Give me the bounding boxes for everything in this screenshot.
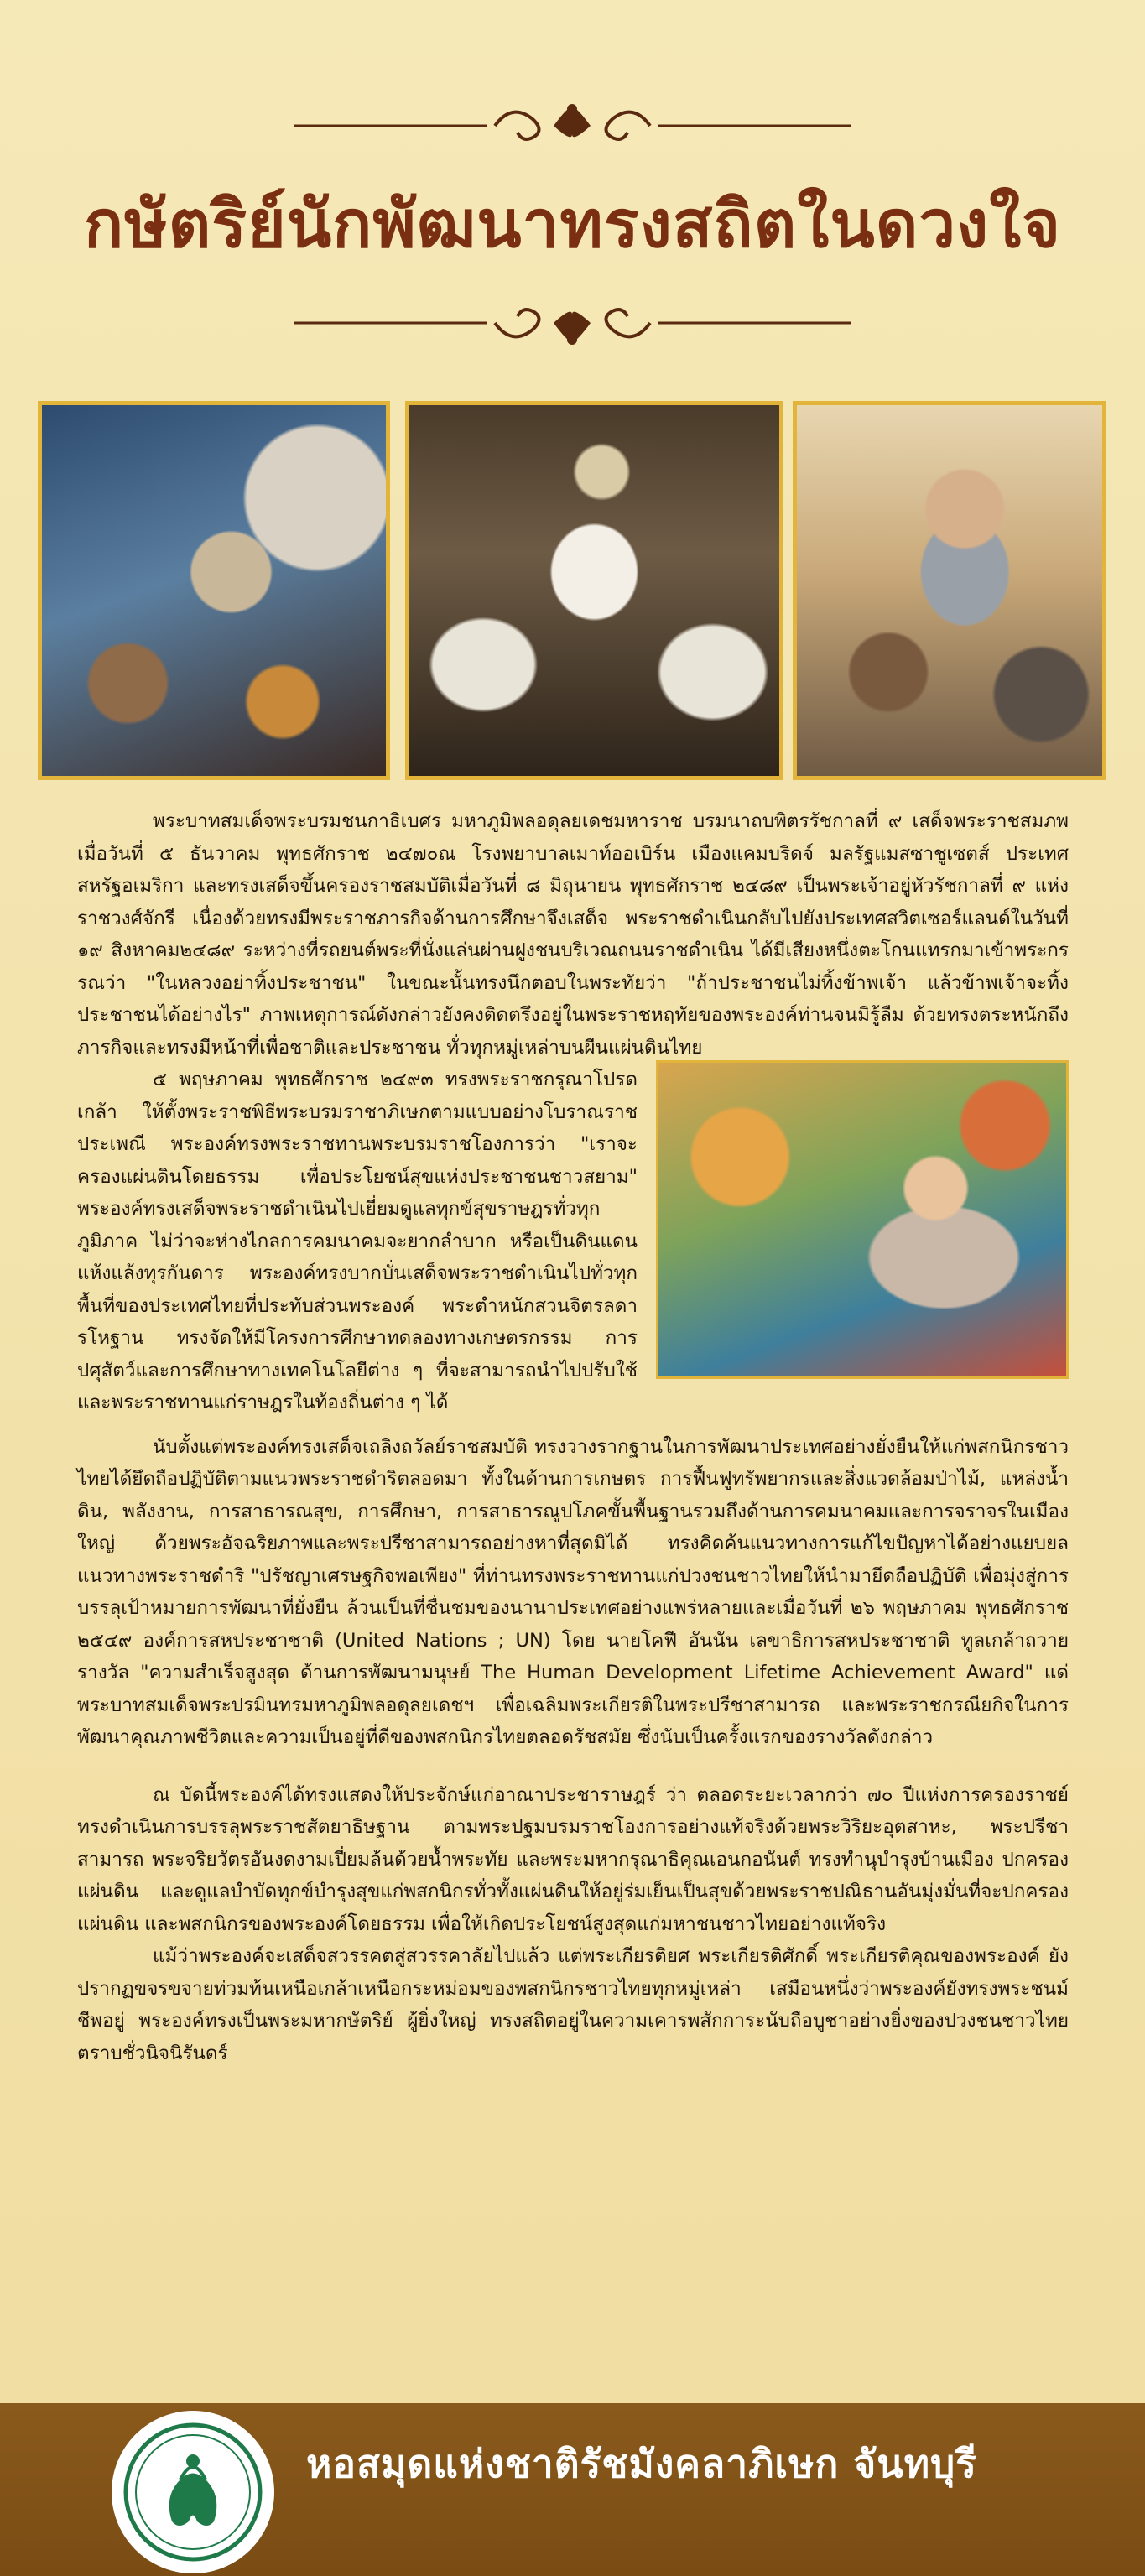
paragraph-2: ๕ พฤษภาคม พุทธศักราช ๒๔๙๓ ทรงพระราชกรุณาโปรดเกล้า ให้ตั้งพระราชพิธีพระบรมราชาภิเษกตามแบบอย่างโบราณราชประเพณี พระองค์ทรงพระราชทานพระบรมราชโองการว่า "เราจะครองแผ่นดินโดยธรรม เพื่อประโยชน์สุขแห่งประชาชนชาวสยาม" พระองค์ทรงเสด็จพระราชดำเนินไปเยี่ยมดูแลทุกข์สุขราษฎรทั่วทุกภูมิภาค ไม่ว่าจะห่างไกลการคมนาคมจะยากลำบาก หรือเป็นดินแดนแห้งแล้งทุรกันดาร พระองค์ทรงบากบั่นเสด็จพระราชดำเนินไปทั่วทุกพื้นที่ของประเทศไทยที่ประทับส่วนพระองค์ พระตำหนักสวนจิตรลดารโหฐาน ทรงจัดให้มีโครงการศึกษาทดลองทางเกษตรกรรม การปศุสัตว์และการศึกษาทางเทคโนโลยีต่าง ๆ ที่จะสามารถนำไปปรับใช้ และพระราชทานแก่ราษฎรในท้องถิ่นต่าง ๆ ได้ [77,1069,638,1413]
paragraph-4: ณ บัดนี้พระองค์ได้ทรงแสดงให้ประจักษ์แก่อาณาประชาราษฎร์ ว่า ตลอดระยะเวลากว่า ๗๐ ปีแห่งการครองราชย์ ทรงดำเนินการบรรลุพระราชสัตยาธิษฐาน ตามพระปฐมบรมราชโองการอย่างแท้จริงด้วยพระวิริยะอุตสาหะ, พระปรีชาสามารถ พระจริยวัตรอันงดงามเปี่ยมล้นด้วยน้ำพระทัย และพระมหากรุณาธิคุณเอนกอนันต์ ทรงทำนุบำรุงบ้านเมือง ปกครองแผ่นดิน และดูแลบำบัดทุกข์บำรุงสุขแก่พสกนิกรทั่วทั้งแผ่นดินให้อยู่ร่มเย็นเป็นสุขด้วยพระราชปณิธานอันมุ่งมั่นที่จะปกครองแผ่นดิน และพสกนิกรของพระองค์โดยธรรม เพื่อให้เกิดประโยชน์สูงสุดแก่มหาชนชาวไทยอย่างแท้จริง [77,1783,1069,1935]
library-name: หอสมุดแห่งชาติรัชมังคลาภิเษก จันทบุรี [306,2440,977,2486]
ganesha-emblem-icon [122,2421,264,2563]
coronation-ceremony-photo [405,401,783,780]
bottom-ornament [0,298,1145,348]
king-portrait-collage [38,401,390,780]
paragraph-1: พระบาทสมเด็จพระบรมชนกาธิเบศร มหาภูมิพลอดุลยเดชมหาราช บรมนาถบพิตรรัชกาลที่ ๙ เสด็จพระราชสมภพ เมื่อวันที่ ๕ ธันวาคม พุทธศักราช ๒๔๗๐ณ โรงพยาบาลเมาท์ออเบิร์น เมืองแคมบริดจ์ มลรัฐแมสซาชูเซตส์ ประเทศสหรัฐอเมริกา และทรงเสด็จขึ้นครองราชสมบัติเมื่อวันที่ ๘ มิถุนายน พุทธศักราช ๒๔๘๙ เป็นพระเจ้าอยู่หัวรัชกาลที่ ๙ แห่งราชวงศ์จักรี เนื่องด้วยทรงมีพระราชภารกิจด้านการศึกษาจึงเสด็จ พระราชดำเนินกลับไปยังประเทศสวิตเซอร์แลนด์ในวันที่ ๑๙ สิงหาคม๒๔๘๙ ระหว่างที่รถยนต์พระที่นั่งแล่นผ่านฝูงชนบริเวณถนนราชดำเนิน ได้มีเสียงหนึ่งตะโกนแทรกมาเข้าพระกรรณว่า "ในหลวงอย่าทิ้งประชาชน" ในขณะนั้นทรงนึกตอบในพระทัยว่า "ถ้าประชาชนไม่ทิ้งข้าพเจ้า แล้วข้าพเจ้าจะทิ้งประชาชนได้อย่างไร" ภาพเหตุการณ์ดังกล่าวยังคงติดตรึงอยู่ในพระราชหฤทัยของพระองค์ท่านจนมิรู้ลืม ด้วยทรงตระหนักถึงภารกิจและทรงมีหน้าที่เพื่อชาติและประชาชน ทั่วทุกหมู่เหล่าบนผืนแผ่นดินไทย [77,810,1069,1059]
library-logo [112,2411,274,2573]
development-painting [656,1060,1069,1379]
paragraph-3: นับตั้งแต่พระองค์ทรงเสด็จเถลิงถวัลย์ราชสมบัติ ทรงวางรากฐานในการพัฒนาประเทศอย่างยั่งยืนให้แก่พสกนิกรชาวไทยได้ยึดถือปฏิบัติตามแนวพระราชดำริตลอดมา ทั้งในด้านการเกษตร การฟื้นฟูทรัพยากรและสิ่งแวดล้อมป่าไม้, แหล่งน้ำ ดิน, พลังงาน, การสาธารณสุข, การศึกษา, การสาธารณูปโภคขั้นพื้นฐานรวมถึงด้านการคมนาคมและการจราจรในเมืองใหญ่ ด้วยพระอัจฉริยภาพและพระปรีชาสามารถอย่างหาที่สุดมิได้ ทรงคิดค้นแนวทางการแก้ไขปัญหาได้อย่างแยบยล แนวทางพระราชดำริ "ปรัชญาเศรษฐกิจพอเพียง" ที่ท่านทรงพระราชทานแก่ปวงชนชาวไทยให้นำมายึดถือปฏิบัติ เพื่อมุ่งสู่การบรรลุเป้าหมายการพัฒนาที่ยั่งยืน ล้วนเป็นที่ชื่นชมของนานาประเทศอย่างแพร่หลายและเมื่อวันที่ ๒๖ พฤษภาคม พุทธศักราช ๒๕๔๙ องค์การสหประชาชาติ (United Nations ; UN) โดย นายโคฟี อันนัน เลขาธิการสหประชาชาติ ทูลเกล้าถวายรางวัล "ความสำเร็จสูงสุด ด้านการพัฒนามนุษย์ The Human Development Lifetime Achievement Award" แด่พระบาทสมเด็จพระปรมินทรมหาภูมิพลอดุลยเดชฯ เพื่อเฉลิมพระเกียรติในพระปรีชาสามารถ และพระราชกรณียกิจในการพัฒนาคุณภาพชีวิตและความเป็นอยู่ที่ดีของพสกนิกรไทยตลอดรัชสมัย ซึ่งนับเป็นครั้งแรกของรางวัลดังกล่าว [77,1435,1069,1748]
page-title: กษัตริย์นักพัฒนาทรงสถิตในดวงใจ [83,186,1062,263]
article-body [77,805,1069,2069]
king-working-collage [793,401,1106,780]
paragraph-5: แม้ว่าพระองค์จะเสด็จสวรรคตสู่สวรรคาลัยไปแล้ว แต่พระเกียรติยศ พระเกียรติศักดิ์ พระเกียรติคุณของพระองค์ ยังปรากฏขจรขจายท่วมท้นเหนือเกล้าเหนือกระหม่อมของพสกนิกรชาวไทยทุกหมู่เหล่า เสมือนหนึ่งว่าพระองค์ยังทรงพระชนม์ชีพอยู่ พระองค์ทรงเป็นพระมหากษัตริย์ ผู้ยิ่งใหญ่ ทรงสถิตอยู่ในความเคารพสักการะนับถือบูชาอย่างยิ่งของปวงชนชาวไทย ตราบชั่วนิจนิรันดร์ [77,1945,1069,2064]
top-ornament [0,101,1145,151]
